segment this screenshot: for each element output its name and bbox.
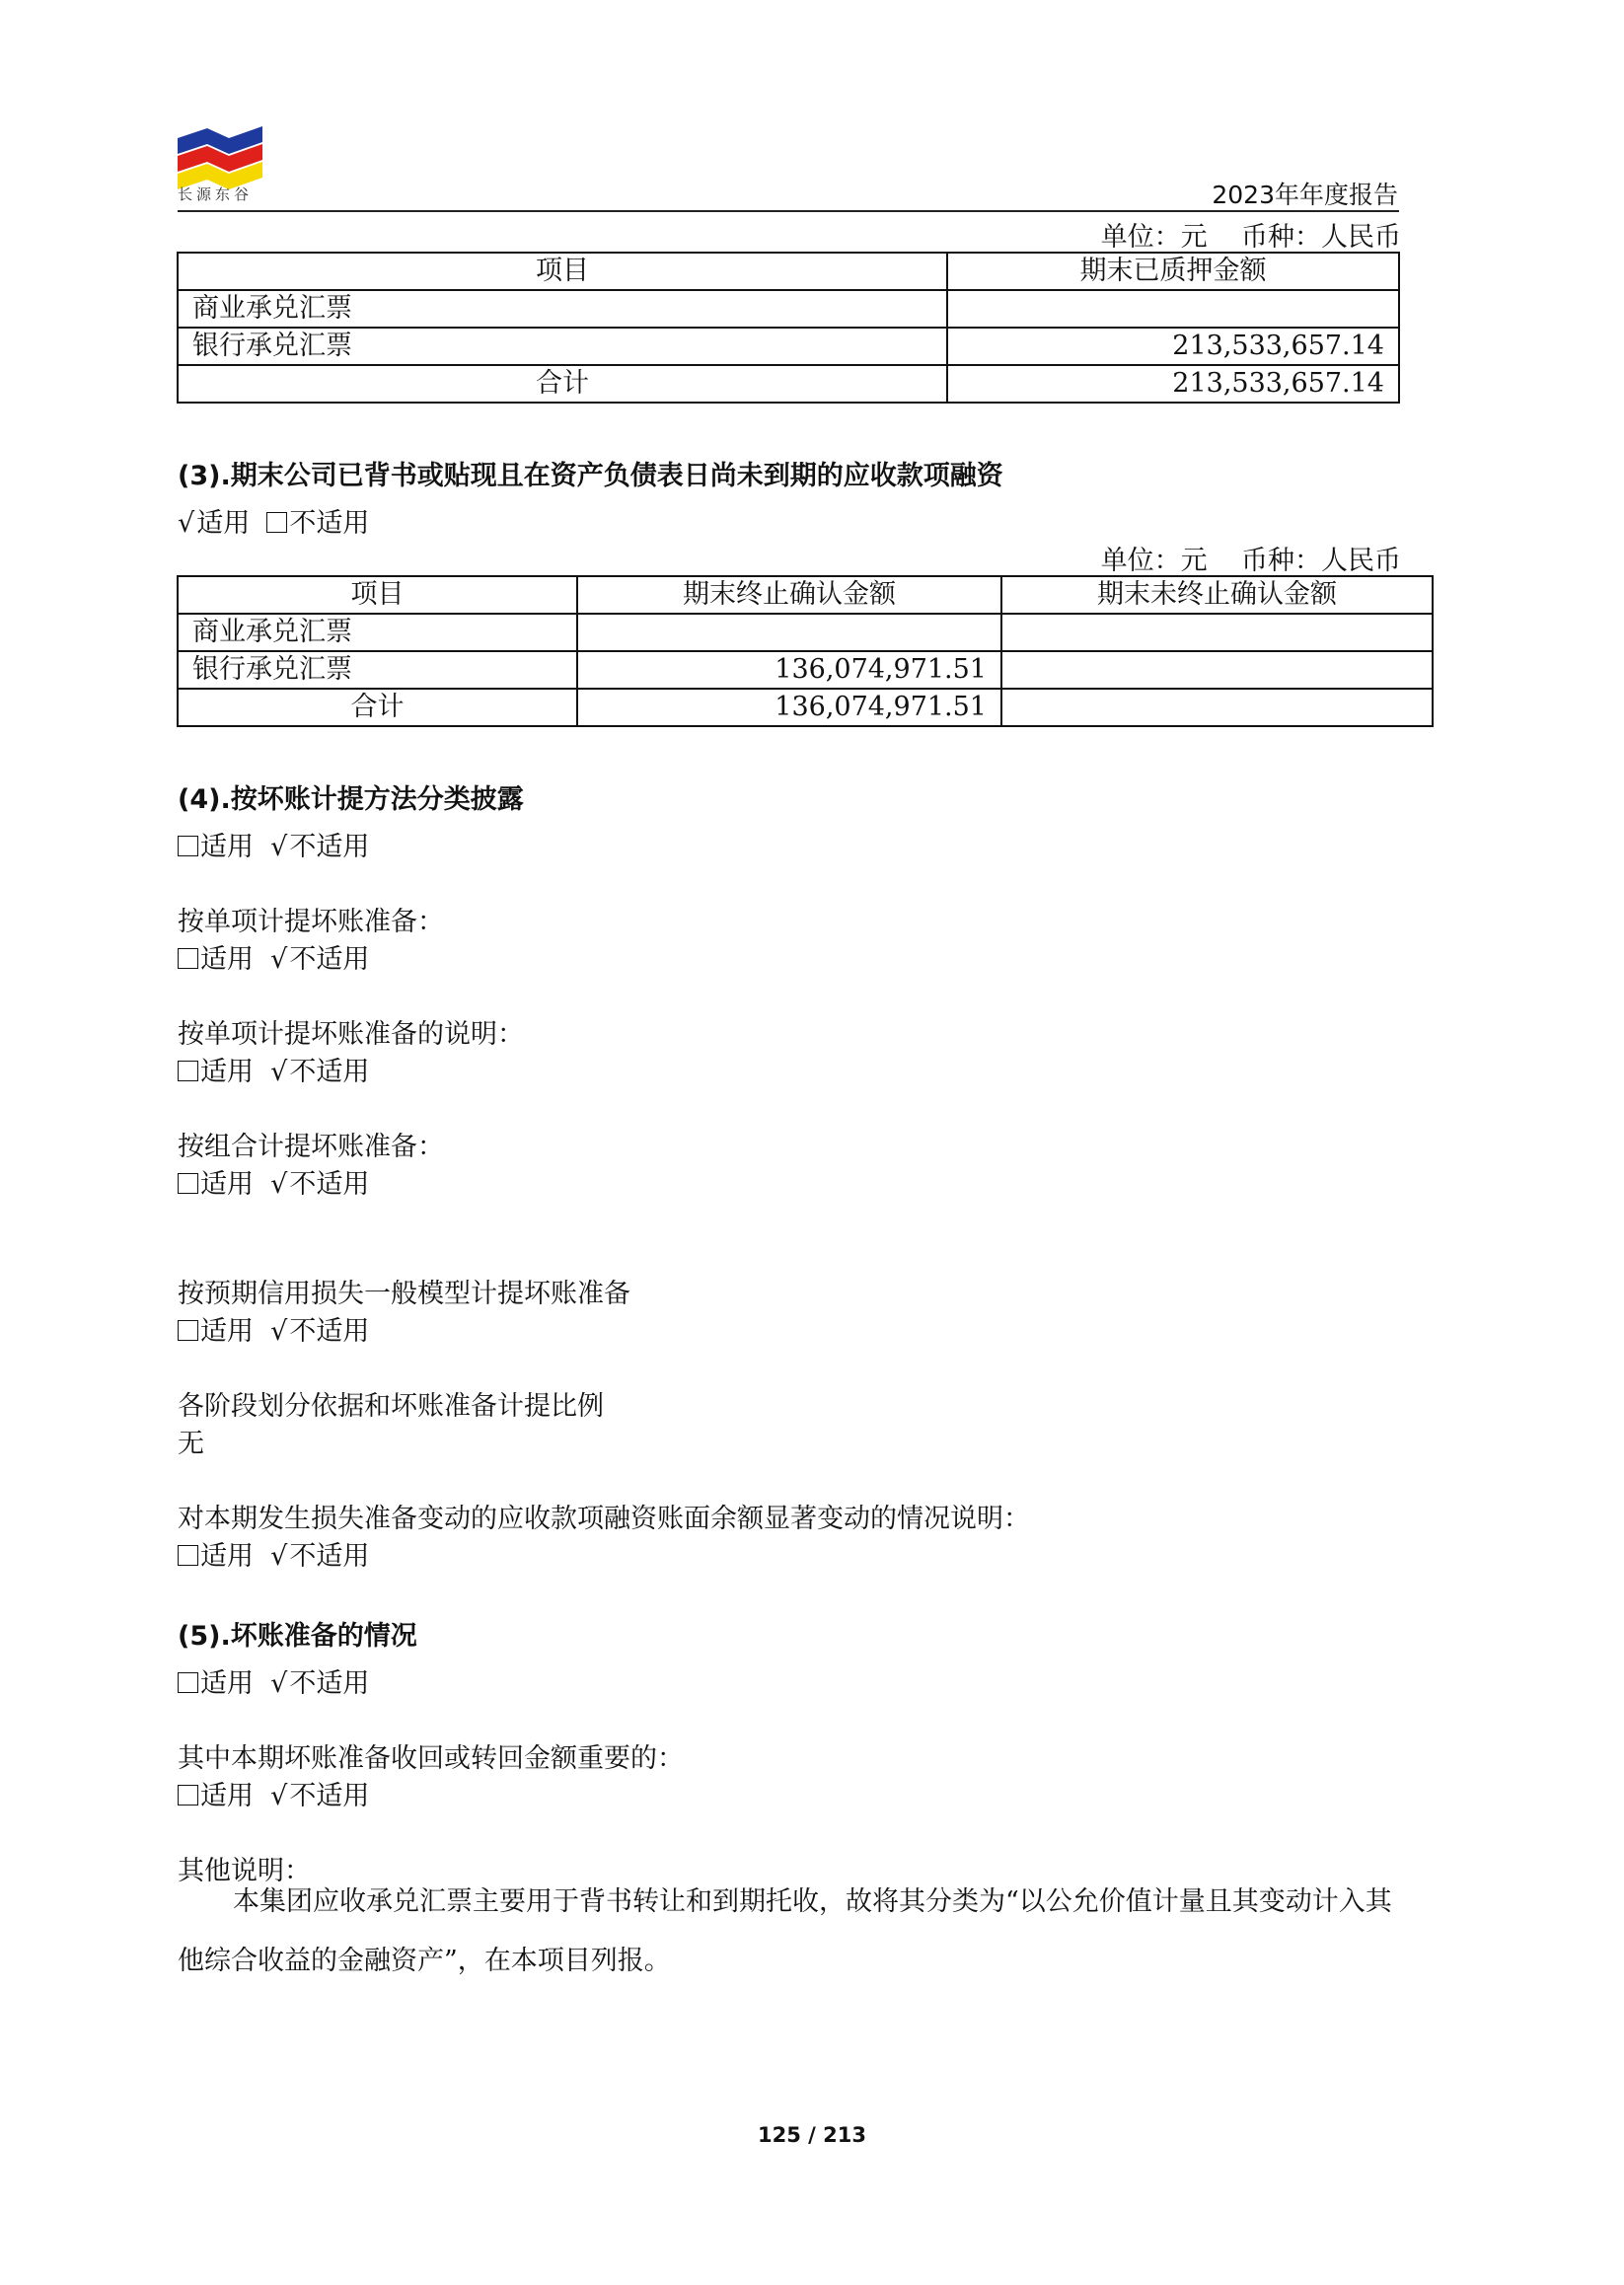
applicable-label: 适用 (200, 1541, 254, 1572)
applicable-label: 适用 (200, 1781, 254, 1811)
table-row (178, 651, 1433, 689)
checkmark-icon: √ (270, 1057, 288, 1087)
pledged-table (177, 252, 1400, 404)
table-cell: 银行承兑汇票 (178, 328, 947, 365)
table-row (178, 290, 1399, 328)
recovery-label: 其中本期坏账准备收回或转回金额重要的： (178, 1743, 684, 1774)
item-label: 按组合计提坏账准备： (178, 1132, 444, 1162)
checkmark-icon: √ (270, 832, 288, 862)
table-row (178, 328, 1399, 365)
choice-row (178, 1774, 369, 1812)
empty-checkbox-icon (178, 1672, 198, 1693)
other-label: 其他说明： (178, 1856, 311, 1886)
not-applicable-label: 不适用 (289, 1541, 370, 1572)
not-applicable-label: 不适用 (289, 1316, 370, 1347)
table-cell (1001, 651, 1433, 689)
table-cell: 合计 (178, 365, 947, 403)
table-row (178, 689, 1433, 726)
applicable-label: 适用 (200, 944, 254, 975)
table-cell: 商业承兑汇票 (178, 614, 577, 651)
table-cell: 136,074,971.51 (577, 651, 1001, 689)
empty-checkbox-icon (178, 1173, 198, 1194)
not-applicable-label: 不适用 (289, 1668, 370, 1699)
choice-row (178, 825, 369, 863)
empty-checkbox-icon (266, 512, 287, 533)
checkmark-icon: √ (178, 508, 195, 539)
section-3-choice (178, 501, 369, 540)
empty-checkbox-icon (178, 948, 198, 969)
empty-checkbox-icon (178, 1061, 198, 1081)
table-cell: 136,074,971.51 (577, 689, 1001, 726)
table-cell: 合计 (178, 689, 577, 726)
item-label: 按预期信用损失一般模型计提坏账准备 (178, 1279, 630, 1309)
not-applicable-label: 不适用 (289, 1057, 370, 1087)
applicable-label: 适用 (200, 832, 254, 862)
table-header-row (178, 576, 1433, 614)
table-header-cell: 期末已质押金额 (947, 253, 1399, 290)
header-divider (178, 210, 1399, 212)
table-cell: 213,533,657.14 (947, 365, 1399, 403)
empty-checkbox-icon (178, 1545, 198, 1566)
empty-checkbox-icon (178, 1320, 198, 1341)
applicable-label: 适用 (200, 1169, 254, 1200)
choice-row (178, 937, 369, 976)
item-label: 按单项计提坏账准备： (178, 907, 444, 937)
table-cell (1001, 689, 1433, 726)
table-cell: 商业承兑汇票 (178, 290, 947, 328)
derecognition-table (177, 575, 1434, 727)
choice-row (178, 1661, 369, 1700)
applicable-label: 适用 (196, 508, 251, 539)
checkmark-icon: √ (270, 1169, 288, 1200)
checkmark-icon: √ (270, 1316, 288, 1347)
section-5-title: (5).坏账准备的情况 (178, 1621, 417, 1652)
table-header-cell: 项目 (178, 253, 947, 290)
table-header-cell: 期末终止确认金额 (577, 576, 1001, 614)
checkmark-icon: √ (270, 1541, 288, 1572)
choice-row (178, 1309, 369, 1348)
table-header-row (178, 253, 1399, 290)
applicable-label: 适用 (200, 1057, 254, 1087)
choice-row (178, 1162, 369, 1201)
empty-checkbox-icon (178, 1785, 198, 1806)
item-label: 按单项计提坏账准备的说明： (178, 1019, 524, 1050)
checkmark-icon: √ (270, 1781, 288, 1811)
section-4-title: (4).按坏账计提方法分类披露 (178, 784, 524, 815)
table-cell: 213,533,657.14 (947, 328, 1399, 365)
not-applicable-label: 不适用 (289, 1781, 370, 1811)
choice-row (178, 1050, 369, 1088)
page-number: 125 / 213 (758, 2123, 866, 2147)
table-cell (577, 614, 1001, 651)
choice-row (178, 1534, 369, 1573)
not-applicable-label: 不适用 (289, 944, 370, 975)
empty-checkbox-icon (178, 836, 198, 856)
not-applicable-label: 不适用 (289, 1169, 370, 1200)
table-cell (947, 290, 1399, 328)
applicable-label: 适用 (200, 1668, 254, 1699)
report-title: 2023年年度报告 (1212, 181, 1398, 209)
change-label: 对本期发生损失准备变动的应收款项融资账面余额显著变动的情况说明： (178, 1504, 1030, 1534)
stage-label: 各阶段划分依据和坏账准备计提比例 (178, 1391, 604, 1422)
table-header-cell: 期末未终止确认金额 (1001, 576, 1433, 614)
table-cell (1001, 614, 1433, 651)
table-cell: 银行承兑汇票 (178, 651, 577, 689)
table-header-cell: 项目 (178, 576, 577, 614)
table-row (178, 365, 1399, 403)
checkmark-icon: √ (270, 1668, 288, 1699)
section-3-title: (3).期末公司已背书或贴现且在资产负债表日尚未到期的应收款项融资 (178, 461, 1003, 491)
not-applicable-label: 不适用 (289, 832, 370, 862)
table-row (178, 614, 1433, 651)
unit-label: 单位：元 币种：人民币 (1100, 222, 1401, 253)
checkmark-icon: √ (270, 944, 288, 975)
unit-label: 单位：元 币种：人民币 (1100, 546, 1401, 576)
logo-text: 长源东谷 (178, 185, 254, 203)
other-paragraph: 本集团应收承兑汇票主要用于背书转让和到期托收，故将其分类为“以公允价值计量且其变动计入其他综合收益的金融资产”，在本项目列报。 (178, 1886, 1392, 1976)
applicable-label: 适用 (200, 1316, 254, 1347)
not-applicable-label: 不适用 (289, 508, 370, 539)
stage-value: 无 (178, 1429, 204, 1459)
